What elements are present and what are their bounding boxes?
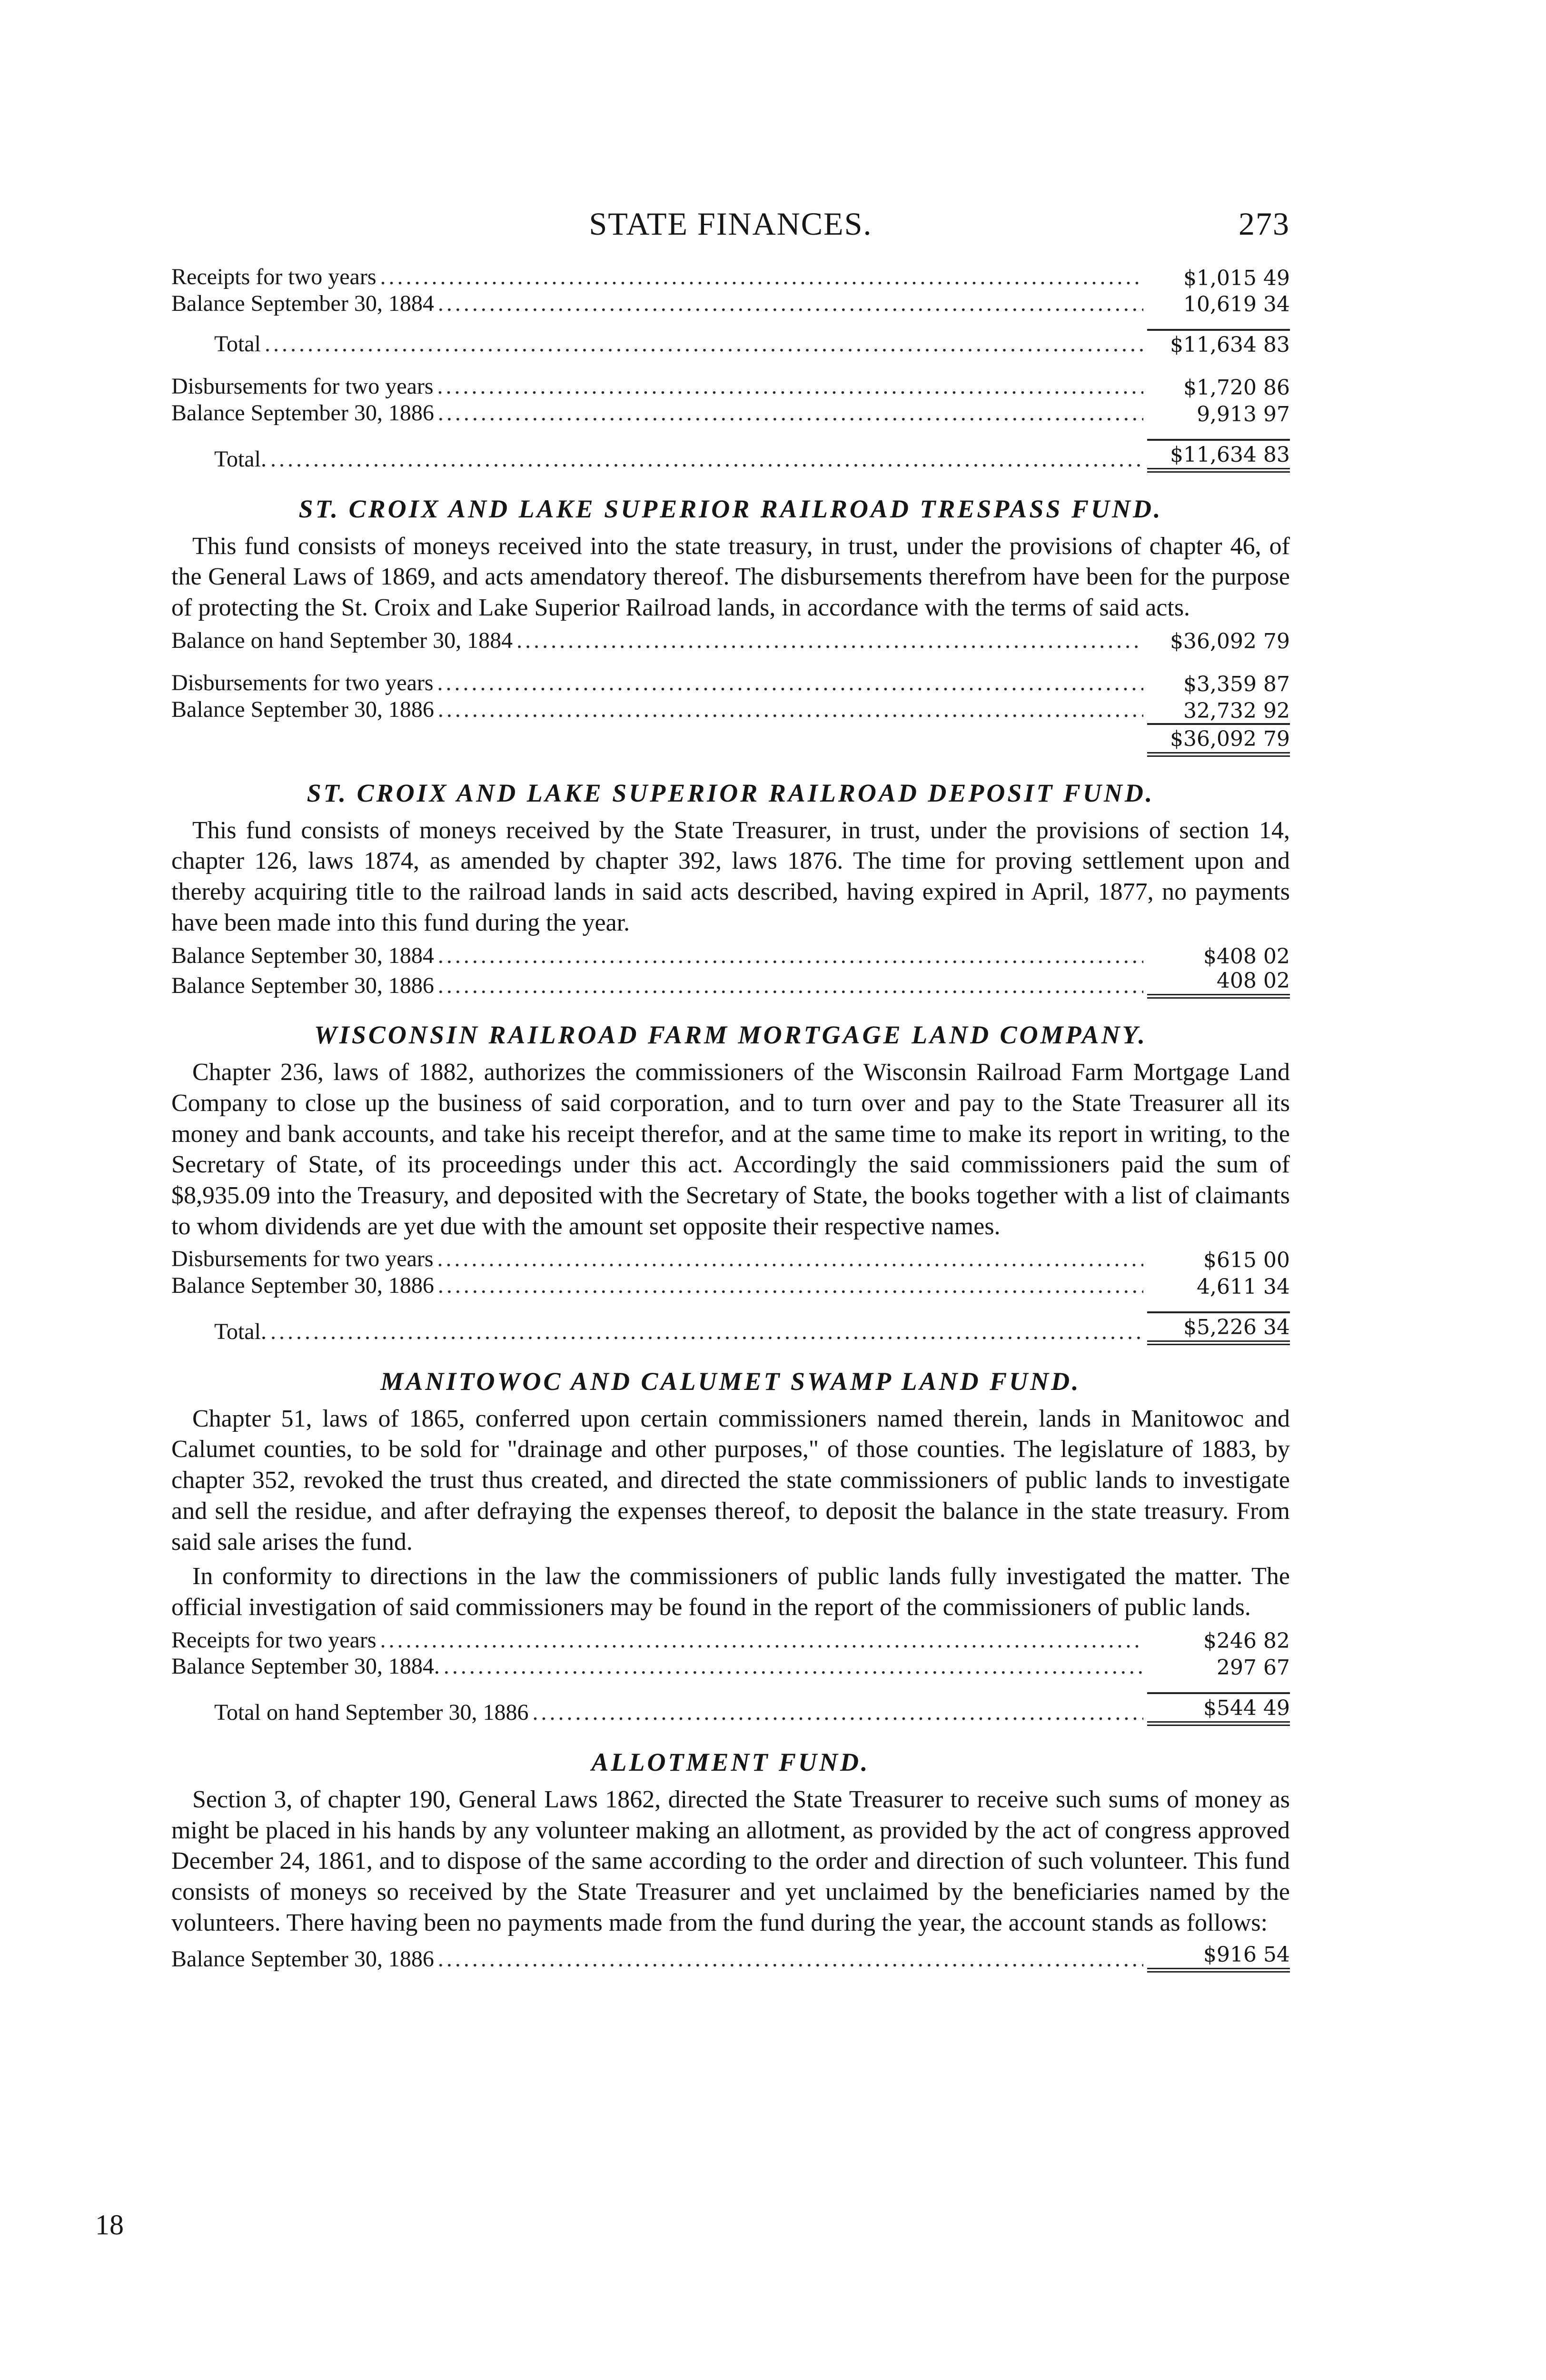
ledger-label: Total. (214, 446, 267, 472)
ledger-amount: 32,732 92 (1183, 698, 1290, 723)
leader-dots (437, 670, 1143, 696)
ledger-row (171, 1627, 1290, 1654)
ledger-row (171, 264, 1290, 290)
ledger-label: Total. (214, 1319, 267, 1345)
ledger-row (171, 670, 1290, 696)
leader-dots (265, 331, 1143, 357)
ledger-label: Receipts for two years (171, 1627, 377, 1653)
ledger-amount: $615 00 (1203, 1248, 1290, 1273)
ledger-row (171, 1653, 1290, 1680)
ledger-label: Balance on hand September 30, 1884 (171, 627, 513, 653)
section-heading: ALLOTMENT FUND. (591, 1748, 870, 1777)
ledger-amount: $246 82 (1203, 1629, 1290, 1654)
ledger-row (171, 373, 1290, 400)
ledger-label: Balance September 30, 1886 (171, 697, 434, 723)
ledger-amount: $544 49 (1147, 1692, 1290, 1726)
page-title: STATE FINANCES. (589, 206, 872, 242)
leader-dots (438, 942, 1143, 969)
section-paragraph: This fund consists of moneys received into the state treasury, in trust, under the provisions of chapter 46, of the General Laws of 1869, and acts amendatory thereof. The disbursements therefrom have been for the purpose of protecting the St. Croix and Lake Superior Railroad lands, in accordance with the terms of said acts. (171, 532, 1290, 622)
ledger-amount: $5,226 34 (1147, 1311, 1290, 1345)
ledger-label: Total (214, 331, 261, 357)
ledger-total-row (171, 723, 1290, 757)
ledger-row (171, 400, 1290, 426)
section-heading: ST. CROIX AND LAKE SUPERIOR RAILROAD DEPOSIT FUND. (307, 778, 1155, 807)
ledger-amount: $1,720 86 (1183, 376, 1290, 400)
ledger-amount: $11,634 83 (1147, 329, 1290, 357)
ledger-label: Balance September 30, 1884 (171, 942, 434, 968)
section-farm-mortgage (171, 1020, 1290, 1345)
ledger-amount: 4,611 34 (1197, 1274, 1290, 1299)
section-allotment-fund (171, 1747, 1290, 1973)
ledger-amount: $408 02 (1203, 944, 1290, 969)
section-paragraph: Chapter 51, laws of 1865, conferred upon certain commissioners named therein, lands in Manitowoc and Calumet counties, to be sold for "drainage and other purposes," of those counties. The legislature of 1883, by chapter 352, revoked the trust thus created, and directed the state commissioners of public lands to investigate and sell the residue, and after defraying the expenses thereof, to deposit the balance in the state treasury. From said sale arises the fund. (171, 1405, 1290, 1556)
signature-mark: 18 (95, 2209, 124, 2241)
section-deposit-fund (171, 778, 1290, 999)
leader-dots (438, 400, 1143, 426)
ledger-row (171, 942, 1290, 969)
document-page (171, 205, 1290, 1973)
ledger-amount: $3,359 87 (1183, 672, 1290, 697)
ledger-amount: $1,015 49 (1183, 266, 1290, 290)
leader-dots (437, 373, 1143, 400)
running-header (171, 205, 1290, 262)
leader-dots (438, 290, 1143, 317)
ledger-row (171, 1246, 1290, 1272)
section-heading: MANITOWOC AND CALUMET SWAMP LAND FUND. (380, 1367, 1081, 1396)
ledger-total-row (171, 329, 1290, 357)
ledger-label: Balance September 30, 1886 (171, 972, 434, 998)
section-trespass-fund (171, 494, 1290, 757)
ledger-label: Disbursements for two years (171, 670, 434, 696)
ledger-amount: $11,634 83 (1147, 439, 1290, 473)
ledger-total-row (171, 1311, 1290, 1345)
ledger-label: Balance September 30, 1886 (171, 1273, 434, 1299)
section-paragraph: Chapter 236, laws of 1882, authorizes the commissioners of the Wisconsin Railroad Farm Mortgage Land Company to close up the business of said corporation, and to turn over and pay to the State Treasurer all its money and bank accounts, and take his receipt therefor, and at the same time to make its report in writing, to the Secretary of State, of its proceedings under this act. Accordingly the said commissioners paid the sum of $8,935.09 into the Treasury, and deposited with the Secretary of State, the books together with a list of claimants to whom dividends are yet due with the amount set opposite their respective names. (171, 1059, 1290, 1240)
section-heading: WISCONSIN RAILROAD FARM MORTGAGE LAND COMPANY. (314, 1021, 1148, 1050)
leader-dots (270, 446, 1143, 473)
leader-dots (270, 1319, 1143, 1345)
ledger-label: Balance September 30, 1886 (171, 400, 434, 426)
ledger-label: Total on hand September 30, 1886 (214, 1700, 529, 1726)
leader-dots (444, 1653, 1143, 1680)
ledger-label: Balance September 30, 1886 (171, 1946, 434, 1972)
leader-dots (438, 1946, 1143, 1973)
leader-dots (533, 1699, 1143, 1726)
leader-dots (438, 696, 1143, 723)
ledger-row (171, 627, 1290, 654)
ledger-label: Disbursements for two years (171, 374, 434, 399)
ledger-amount: 9,913 97 (1197, 402, 1290, 426)
ledger-amount: 408 02 (1147, 969, 1290, 999)
ledger-row (171, 1272, 1290, 1299)
ledger-label: Receipts for two years (171, 264, 377, 289)
ledger-row (171, 1943, 1290, 1973)
leader-dots (380, 264, 1143, 290)
ledger-row (171, 290, 1290, 317)
ledger-label: Balance September 30, 1884. (171, 1654, 440, 1679)
ledger-label: Disbursements for two years (171, 1246, 434, 1272)
ledger-amount: $36,092 79 (1170, 629, 1290, 654)
ledger-amount: $916 54 (1147, 1943, 1290, 1973)
ledger-amount: 10,619 34 (1183, 292, 1290, 317)
ledger-total-row (171, 1692, 1290, 1726)
ledger-amount: 297 67 (1217, 1656, 1290, 1680)
leader-dots (438, 972, 1143, 999)
ledger-total-row (171, 439, 1290, 473)
leader-dots (380, 1627, 1143, 1654)
section-paragraph: This fund consists of moneys received by the State Treasurer, in trust, under the provisions of section 14, chapter 126, laws 1874, as amended by chapter 392, laws 1876. The time for proving settlement upon and thereby acquiring title to the railroad lands in said acts described, having expired in April, 1877, no payments have been made into this fund during the year. (171, 816, 1290, 936)
leader-dots (438, 1272, 1143, 1299)
leader-dots (437, 1246, 1143, 1272)
ledger-row (171, 969, 1290, 999)
ledger-amount: $36,092 79 (1147, 723, 1290, 757)
section-swamp-land (171, 1366, 1290, 1726)
page-number: 273 (1239, 206, 1290, 242)
leader-dots (516, 627, 1143, 654)
section-heading: ST. CROIX AND LAKE SUPERIOR RAILROAD TRESPASS FUND. (298, 494, 1163, 523)
section-paragraph: Section 3, of chapter 190, General Laws 1862, directed the State Treasurer to receive such sums of money as might be placed in his hands by any volunteer making an allotment, as provided by the act of congress approved December 24, 1861, and to dispose of the same according to the order and direction of such volunteer. This fund consists of moneys so received by the State Treasurer and yet unclaimed by the beneficiaries named by the volunteers. There having been no payments made from the fund during the year, the account stands as follows: (171, 1785, 1290, 1936)
section-paragraph: In conformity to directions in the law the commissioners of public lands fully investigated the matter. The official investigation of said commissioners may be found in the report of the commissioners of public lands. (171, 1563, 1290, 1621)
top-ledger (171, 264, 1290, 473)
ledger-label: Balance September 30, 1884 (171, 290, 434, 316)
ledger-row (171, 696, 1290, 723)
